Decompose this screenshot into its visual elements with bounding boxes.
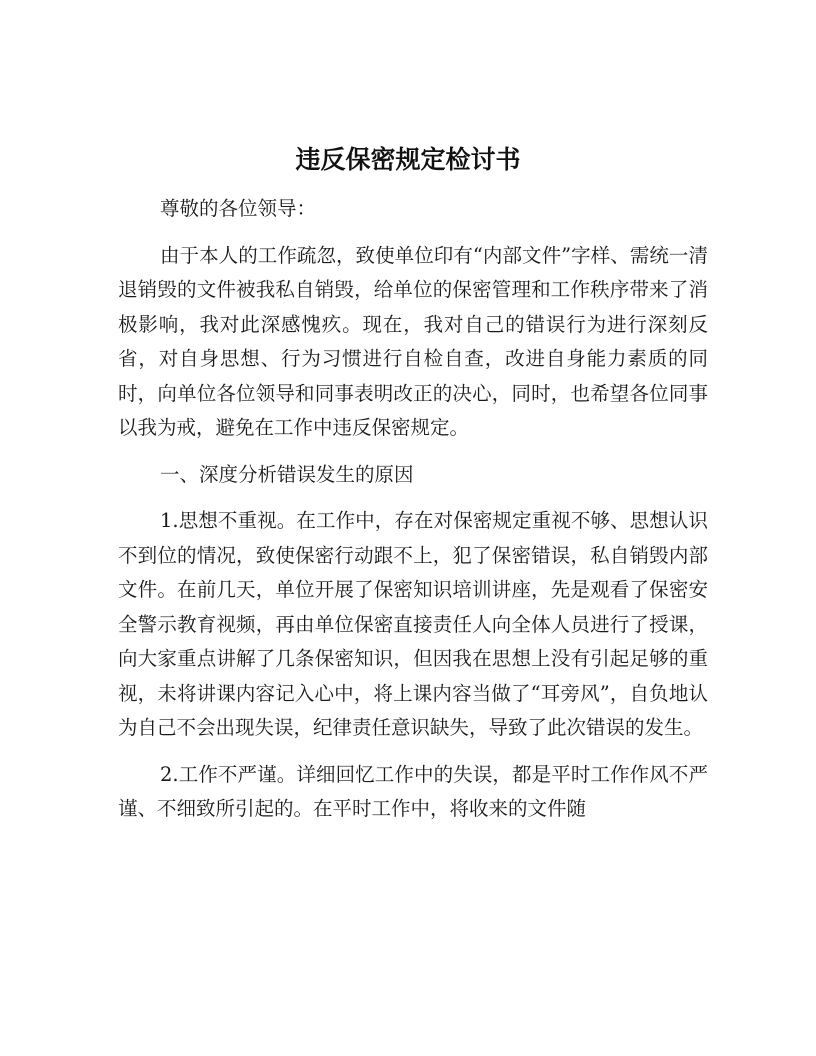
- document-title: 违反保密规定检讨书: [295, 145, 521, 174]
- salutation: 尊敬的各位领导：: [160, 197, 317, 220]
- document-body: [118, 192, 708, 839]
- paragraph-intro: 由于本人的工作疏忽，致使单位印有“内部文件”字样、需统一清退销毁的文件被我私自销毁，给单位的保密管理和工作秩序带来了消极影响，我对此深感愧疚。现在，我对自己的错误行为进行深刻反省，对自身思想、行为习惯进行自检自查，改进自身能力素质的同时，向单位各位领导和同事表明改正的决心，同时，也希望各位同事以我为戒，避免在工作中违反保密规定。: [118, 243, 708, 439]
- section-heading: 一、深度分析错误发生的原因: [160, 462, 414, 486]
- paragraph-point-1: 1.思想不重视。在工作中，存在对保密规定重视不够、思想认识不到位的情况，致使保密行动跟不上，犯了保密错误，私自销毁内部文件。在前几天，单位开展了保密知识培训讲座，先是观看了保密安全警示教育视频，再由单位保密直接责任人向全体人员进行了授课，向大家重点讲解了几条保密知识，但因我在思想上没有引起足够的重视，未将讲课内容记入心中，将上课内容当做了“耳旁风”，自负地认为自己不会出现失误，纪律责任意识缺失，导致了此次错误的发生。: [118, 509, 708, 739]
- paragraph-point-2: 2.工作不严谨。详细回忆工作中的失误，都是平时工作作风不严谨、不细致所引起的。在平时工作中，将收来的文件随: [118, 762, 708, 820]
